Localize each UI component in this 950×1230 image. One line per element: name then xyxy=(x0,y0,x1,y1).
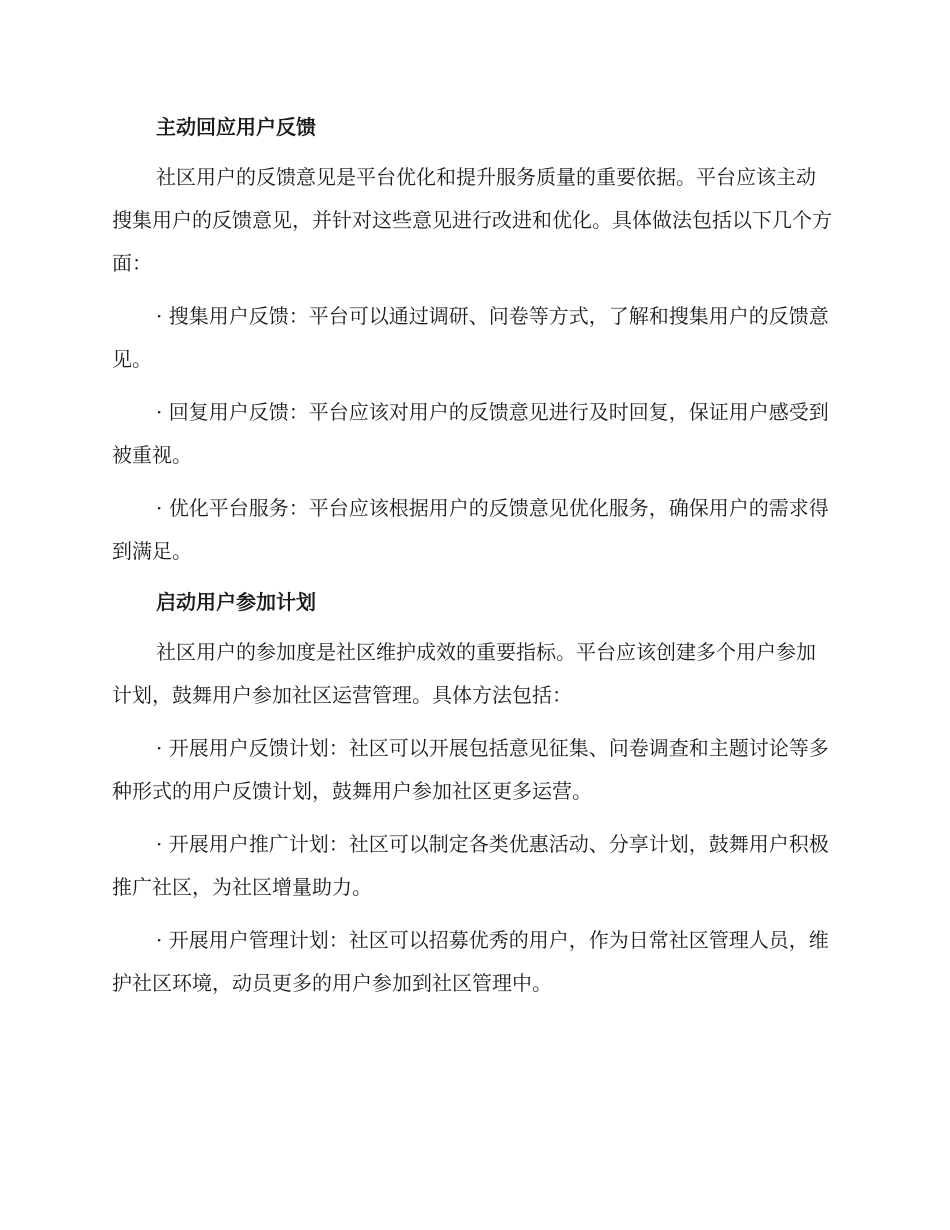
section-heading: 主动回应用户反馈 xyxy=(156,115,316,139)
section-user-feedback xyxy=(112,108,832,573)
list-item: · 开展用户反馈计划：社区可以开展包括意见征集、问卷调查和主题讨论等多种形式的用户反馈计划，鼓舞用户参加社区更多运营。 xyxy=(112,736,829,803)
list-item: · 搜集用户反馈：平台可以通过调研、问卷等方式，了解和搜集用户的反馈意见。 xyxy=(112,304,829,371)
list-item: · 开展用户管理计划：社区可以招募优秀的用户，作为日常社区管理人员，维护社区环境，动员更多的用户参加到社区管理中。 xyxy=(112,928,829,995)
list-item: · 开展用户推广计划：社区可以制定各类优惠活动、分享计划，鼓舞用户积极推广社区，为社区增量助力。 xyxy=(112,832,829,899)
section-user-participation xyxy=(112,583,832,1005)
section-intro: 社区用户的参加度是社区维护成效的重要指标。平台应该创建多个用户参加计划，鼓舞用户参加社区运营管理。具体方法包括： xyxy=(112,640,816,707)
document-page xyxy=(112,108,832,1015)
section-intro: 社区用户的反馈意见是平台优化和提升服务质量的重要依据。平台应该主动搜集用户的反馈意见，并针对这些意见进行改进和优化。具体做法包括以下几个方面： xyxy=(112,165,832,275)
list-item: · 回复用户反馈：平台应该对用户的反馈意见进行及时回复，保证用户感受到被重视。 xyxy=(112,400,829,467)
section-heading: 启动用户参加计划 xyxy=(156,590,316,614)
list-item: · 优化平台服务：平台应该根据用户的反馈意见优化服务，确保用户的需求得到满足。 xyxy=(112,496,829,563)
